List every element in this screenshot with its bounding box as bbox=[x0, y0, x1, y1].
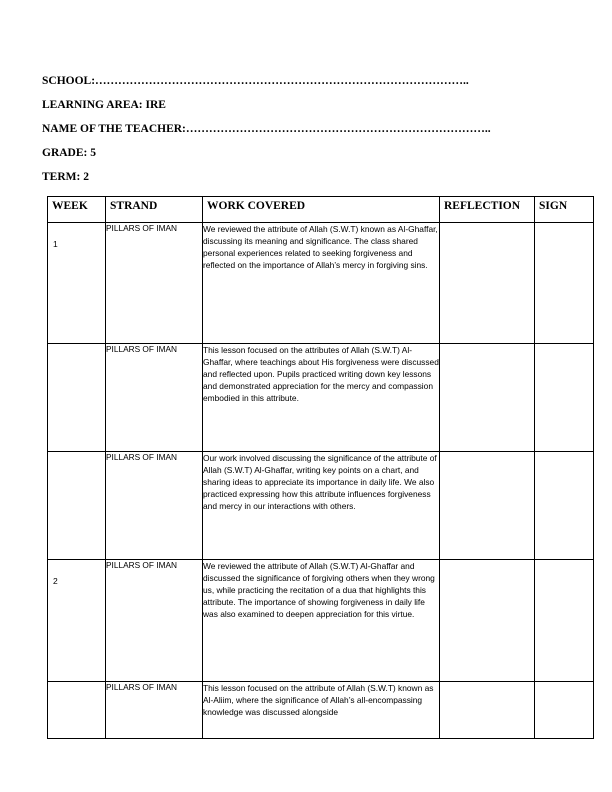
teacher-label: NAME OF THE TEACHER: bbox=[42, 123, 186, 135]
document-header bbox=[42, 75, 582, 195]
reflection-cell bbox=[440, 452, 535, 560]
school-field: …………………………………………………………………………………….. bbox=[95, 75, 469, 87]
grade-value: 5 bbox=[90, 147, 96, 159]
term-line bbox=[42, 171, 582, 184]
table-row bbox=[48, 452, 594, 560]
sign-cell bbox=[535, 560, 594, 682]
week-cell bbox=[48, 452, 106, 560]
sign-cell bbox=[535, 223, 594, 344]
week-cell bbox=[48, 560, 106, 682]
school-line bbox=[42, 75, 582, 88]
week-number bbox=[48, 452, 105, 468]
teacher-field: …………………………………………………………………….. bbox=[185, 123, 491, 135]
term-value: 2 bbox=[83, 171, 89, 183]
work-covered-cell: This lesson focused on the attributes of Allah (S.W.T) Al-Ghaffar, where teachings about His forgiveness were discussed and reflected upon. Pupils practiced writing down key lessons and demonstrated appreciation for the mercy and compassion embodied in this attribute. bbox=[203, 344, 440, 452]
sign-cell bbox=[535, 682, 594, 739]
record-of-work-table bbox=[47, 196, 594, 739]
column-header-strand: STRAND bbox=[106, 197, 203, 223]
reflection-cell bbox=[440, 682, 535, 739]
column-header-sign: SIGN bbox=[535, 197, 594, 223]
week-cell bbox=[48, 344, 106, 452]
strand-cell: PILLARS OF IMAN bbox=[106, 223, 203, 344]
term-label: TERM: bbox=[42, 171, 81, 183]
learning-area-line bbox=[42, 99, 582, 112]
learning-area-label: LEARNING AREA: bbox=[42, 99, 143, 111]
work-covered-cell: We reviewed the attribute of Allah (S.W.T) known as Al-Ghaffar, discussing its meaning and significance. The class shared personal experiences related to seeking forgiveness and reflected on the importance of Allah’s mercy in forgiving sins. bbox=[203, 223, 440, 344]
teacher-line bbox=[42, 123, 582, 136]
reflection-cell bbox=[440, 560, 535, 682]
column-header-reflection: REFLECTION bbox=[440, 197, 535, 223]
grade-label: GRADE: bbox=[42, 147, 88, 159]
week-number: 2 bbox=[53, 576, 58, 586]
table-header-row bbox=[48, 197, 594, 223]
strand-cell: PILLARS OF IMAN bbox=[106, 560, 203, 682]
strand-cell: PILLARS OF IMAN bbox=[106, 344, 203, 452]
table-row bbox=[48, 560, 594, 682]
week-number bbox=[48, 344, 105, 360]
table-row bbox=[48, 223, 594, 344]
grade-line bbox=[42, 147, 582, 160]
table-row bbox=[48, 344, 594, 452]
week-cell bbox=[48, 223, 106, 344]
table-row bbox=[48, 682, 594, 739]
column-header-work-covered: WORK COVERED bbox=[203, 197, 440, 223]
week-number bbox=[48, 682, 105, 698]
work-covered-cell: We reviewed the attribute of Allah (S.W.T) Al-Ghaffar and discussed the significance of forgiving others when they wrong us, while practicing the recitation of a dua that highlights this attribute. The importance of showing forgiveness in daily life was also examined to deepen appreciation for this virtue. bbox=[203, 560, 440, 682]
sign-cell bbox=[535, 452, 594, 560]
work-covered-cell: This lesson focused on the attribute of Allah (S.W.T) known as Al-Aliim, where the significance of Allah’s all-encompassing knowledge was discussed alongside bbox=[203, 682, 440, 739]
learning-area-value: IRE bbox=[145, 99, 166, 111]
reflection-cell bbox=[440, 223, 535, 344]
strand-cell: PILLARS OF IMAN bbox=[106, 452, 203, 560]
sign-cell bbox=[535, 344, 594, 452]
strand-cell: PILLARS OF IMAN bbox=[106, 682, 203, 739]
work-covered-cell: Our work involved discussing the significance of the attribute of Allah (S.W.T) Al-Ghaffar, writing key points on a chart, and sharing ideas to appreciate its importance in daily life. We also practiced expressing how this attribute influences forgiveness and mercy in our interactions with others. bbox=[203, 452, 440, 560]
reflection-cell bbox=[440, 344, 535, 452]
column-header-week: WEEK bbox=[48, 197, 106, 223]
week-cell bbox=[48, 682, 106, 739]
week-number: 1 bbox=[53, 239, 58, 249]
school-label: SCHOOL: bbox=[42, 75, 96, 87]
